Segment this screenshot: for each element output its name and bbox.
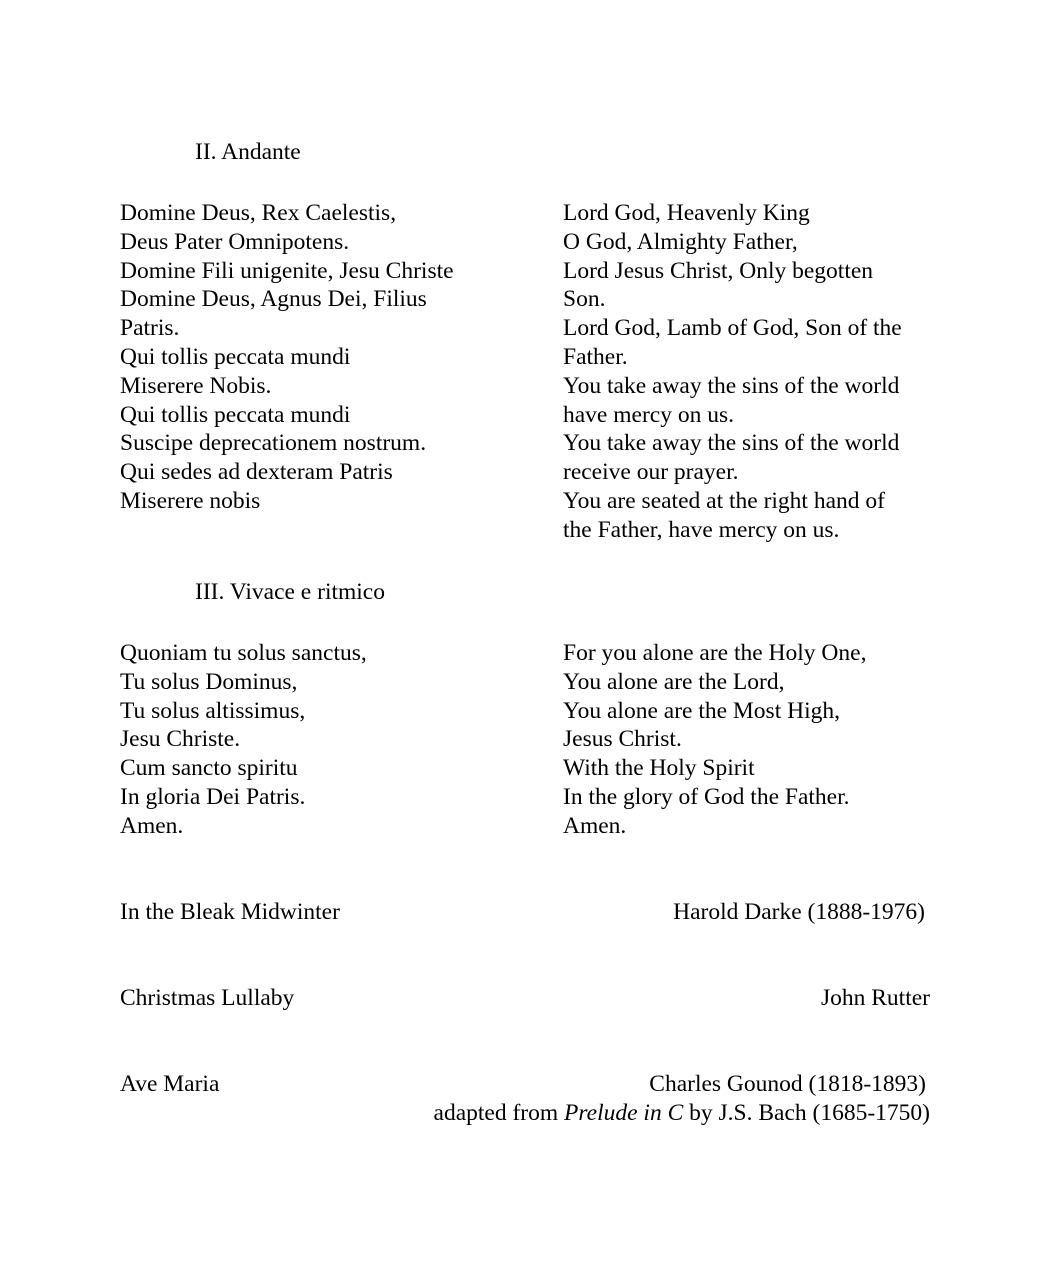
latin-line: Amen. bbox=[120, 812, 184, 839]
program-title: Christmas Lullaby bbox=[120, 985, 295, 1011]
english-line: Lord God, Heavenly King bbox=[563, 200, 810, 226]
english-line: With the Holy Spirit bbox=[563, 755, 755, 782]
english-line: Father. bbox=[563, 343, 628, 370]
english-line: Son. bbox=[563, 286, 606, 313]
latin-line: In gloria Dei Patris. bbox=[120, 783, 306, 810]
section-3-english-text bbox=[563, 639, 866, 841]
program-arrangement-note bbox=[434, 1102, 930, 1126]
latin-line: Domine Fili unigenite, Jesu Christe bbox=[120, 257, 454, 284]
program-title: In the Bleak Midwinter bbox=[120, 899, 340, 925]
program-title: Ave Maria bbox=[120, 1071, 220, 1097]
english-line: have mercy on us. bbox=[563, 401, 734, 428]
note-prefix: adapted from bbox=[433, 1100, 565, 1126]
latin-line: Miserere nobis bbox=[120, 487, 261, 514]
latin-line: Cum sancto spiritu bbox=[120, 755, 298, 782]
section-2-latin-text bbox=[120, 199, 454, 516]
section-2-heading: II. Andante bbox=[195, 139, 301, 165]
english-line: Lord God, Lamb of God, Son of the bbox=[563, 315, 902, 342]
program-composer: John Rutter bbox=[820, 985, 930, 1011]
english-line: For you alone are the Holy One, bbox=[563, 640, 867, 666]
program-composer: Charles Gounod (1818-1893) bbox=[649, 1071, 926, 1097]
program-composer: Harold Darke (1888-1976) bbox=[673, 899, 925, 925]
english-line: Jesus Christ. bbox=[563, 726, 682, 753]
english-line: receive our prayer. bbox=[563, 459, 739, 486]
english-line: Amen. bbox=[563, 812, 627, 839]
section-2-english-text bbox=[563, 199, 902, 545]
latin-line: Patris. bbox=[120, 315, 180, 342]
latin-line: Tu solus Dominus, bbox=[120, 668, 298, 695]
latin-line: Qui tollis peccata mundi bbox=[120, 401, 351, 428]
latin-line: Domine Deus, Agnus Dei, Filius bbox=[120, 286, 427, 313]
latin-line: Deus Pater Omnipotens. bbox=[120, 228, 350, 255]
english-line: You alone are the Most High, bbox=[563, 697, 840, 724]
english-line: You alone are the Lord, bbox=[563, 668, 785, 695]
note-work-title: Prelude in C bbox=[564, 1100, 684, 1126]
latin-line: Miserere Nobis. bbox=[120, 372, 272, 399]
latin-line: Domine Deus, Rex Caelestis, bbox=[120, 200, 397, 226]
latin-line: Tu solus altissimus, bbox=[120, 697, 306, 724]
english-line: In the glory of God the Father. bbox=[563, 783, 850, 810]
latin-line: Suscipe deprecationem nostrum. bbox=[120, 430, 427, 457]
section-3-latin-text bbox=[120, 639, 367, 841]
section-3-heading: III. Vivace e ritmico bbox=[195, 579, 385, 605]
english-line: O God, Almighty Father, bbox=[563, 228, 798, 255]
english-line: You take away the sins of the world bbox=[563, 372, 900, 399]
latin-line: Jesu Christe. bbox=[120, 726, 241, 753]
latin-line: Qui sedes ad dexteram Patris bbox=[120, 459, 393, 486]
english-line: You take away the sins of the world bbox=[563, 430, 900, 457]
english-line: You are seated at the right hand of bbox=[563, 487, 885, 514]
english-line: the Father, have mercy on us. bbox=[563, 516, 840, 543]
english-line: Lord Jesus Christ, Only begotten bbox=[563, 257, 874, 284]
latin-line: Quoniam tu solus sanctus, bbox=[120, 640, 367, 666]
note-suffix: by J.S. Bach (1685-1750) bbox=[683, 1100, 930, 1126]
latin-line: Qui tollis peccata mundi bbox=[120, 343, 351, 370]
